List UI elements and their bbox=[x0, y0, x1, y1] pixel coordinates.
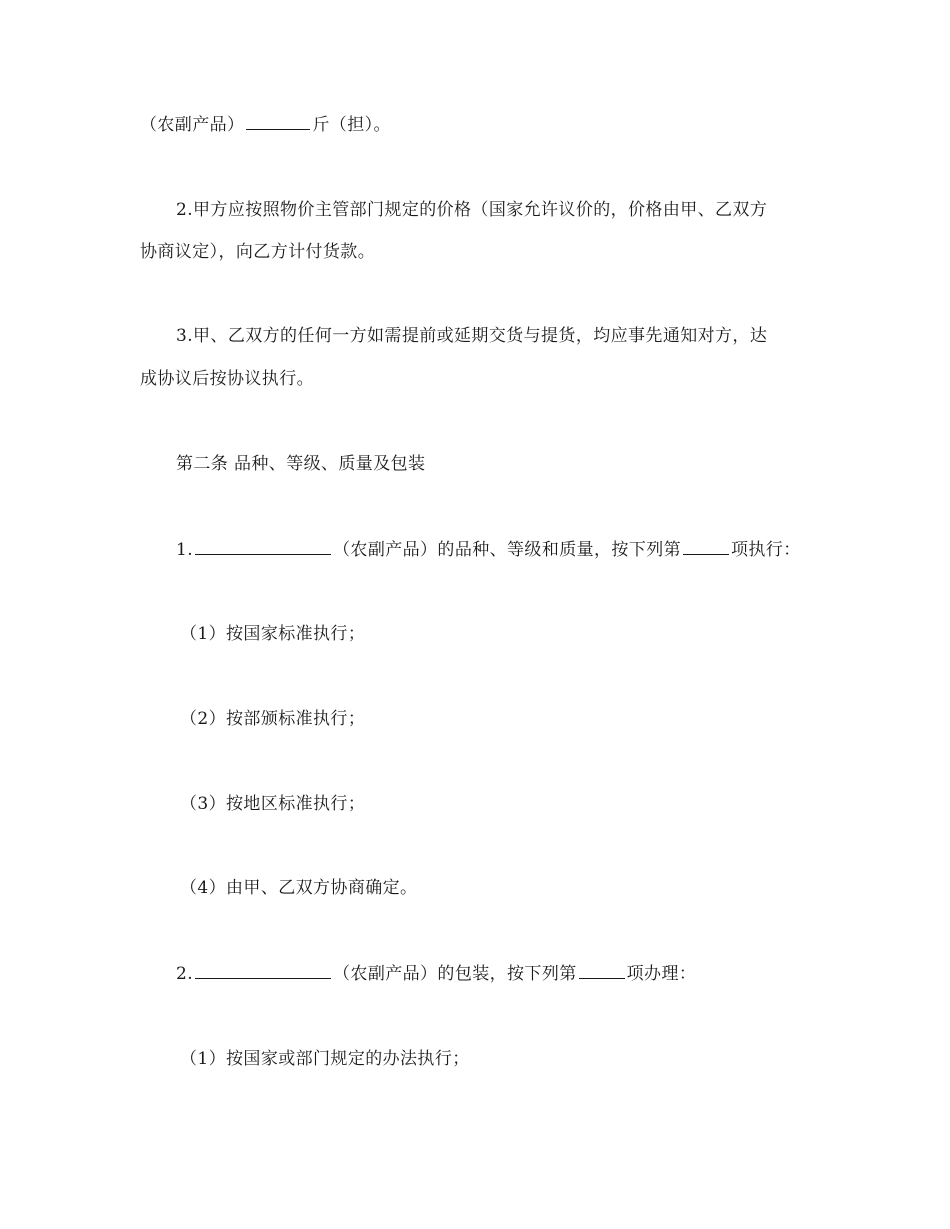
option-2-ministry-standard: （2）按部颁标准执行； bbox=[180, 709, 366, 729]
text-fragment: 2. bbox=[176, 964, 194, 984]
text-fragment: （农副产品）的品种、等级和质量，按下列第 bbox=[333, 540, 682, 560]
item-1-line bbox=[176, 538, 801, 562]
clause-2-line-2: 协商议定），向乙方计付货款。 bbox=[140, 242, 376, 262]
text-line-product-quantity bbox=[140, 113, 391, 137]
text-fragment: （农副产品） bbox=[140, 115, 245, 135]
blank-option-number-field[interactable] bbox=[579, 962, 625, 979]
text-fragment: 项办理： bbox=[626, 964, 697, 984]
blank-quantity-field[interactable] bbox=[246, 113, 310, 130]
option-1-national-standard: （1）按国家标准执行； bbox=[180, 624, 366, 644]
clause-3-line-2: 成协议后按协议执行。 bbox=[140, 369, 314, 389]
packaging-option-1: （1）按国家或部门规定的办法执行； bbox=[180, 1049, 470, 1069]
item-2-line bbox=[176, 962, 696, 986]
blank-option-number-field[interactable] bbox=[683, 538, 729, 555]
text-fragment: 斤（担）。 bbox=[312, 115, 391, 135]
blank-product-name-field[interactable] bbox=[195, 962, 331, 979]
text-fragment: 1. bbox=[176, 540, 194, 560]
article-2-heading: 第二条 品种、等级、质量及包装 bbox=[176, 454, 426, 474]
clause-3-line-1: 3.甲、乙双方的任何一方如需提前或延期交货与提货，均应事先通知对方，达 bbox=[176, 326, 768, 346]
text-fragment: 项执行： bbox=[731, 540, 801, 560]
option-3-regional-standard: （3）按地区标准执行； bbox=[180, 794, 366, 814]
blank-product-name-field[interactable] bbox=[195, 538, 331, 555]
text-fragment: （农副产品）的包装，按下列第 bbox=[333, 964, 577, 984]
clause-2-line-1: 2.甲方应按照物价主管部门规定的价格（国家允许议价的，价格由甲、乙双方 bbox=[176, 200, 768, 220]
option-4-negotiated: （4）由甲、乙双方协商确定。 bbox=[180, 878, 418, 898]
